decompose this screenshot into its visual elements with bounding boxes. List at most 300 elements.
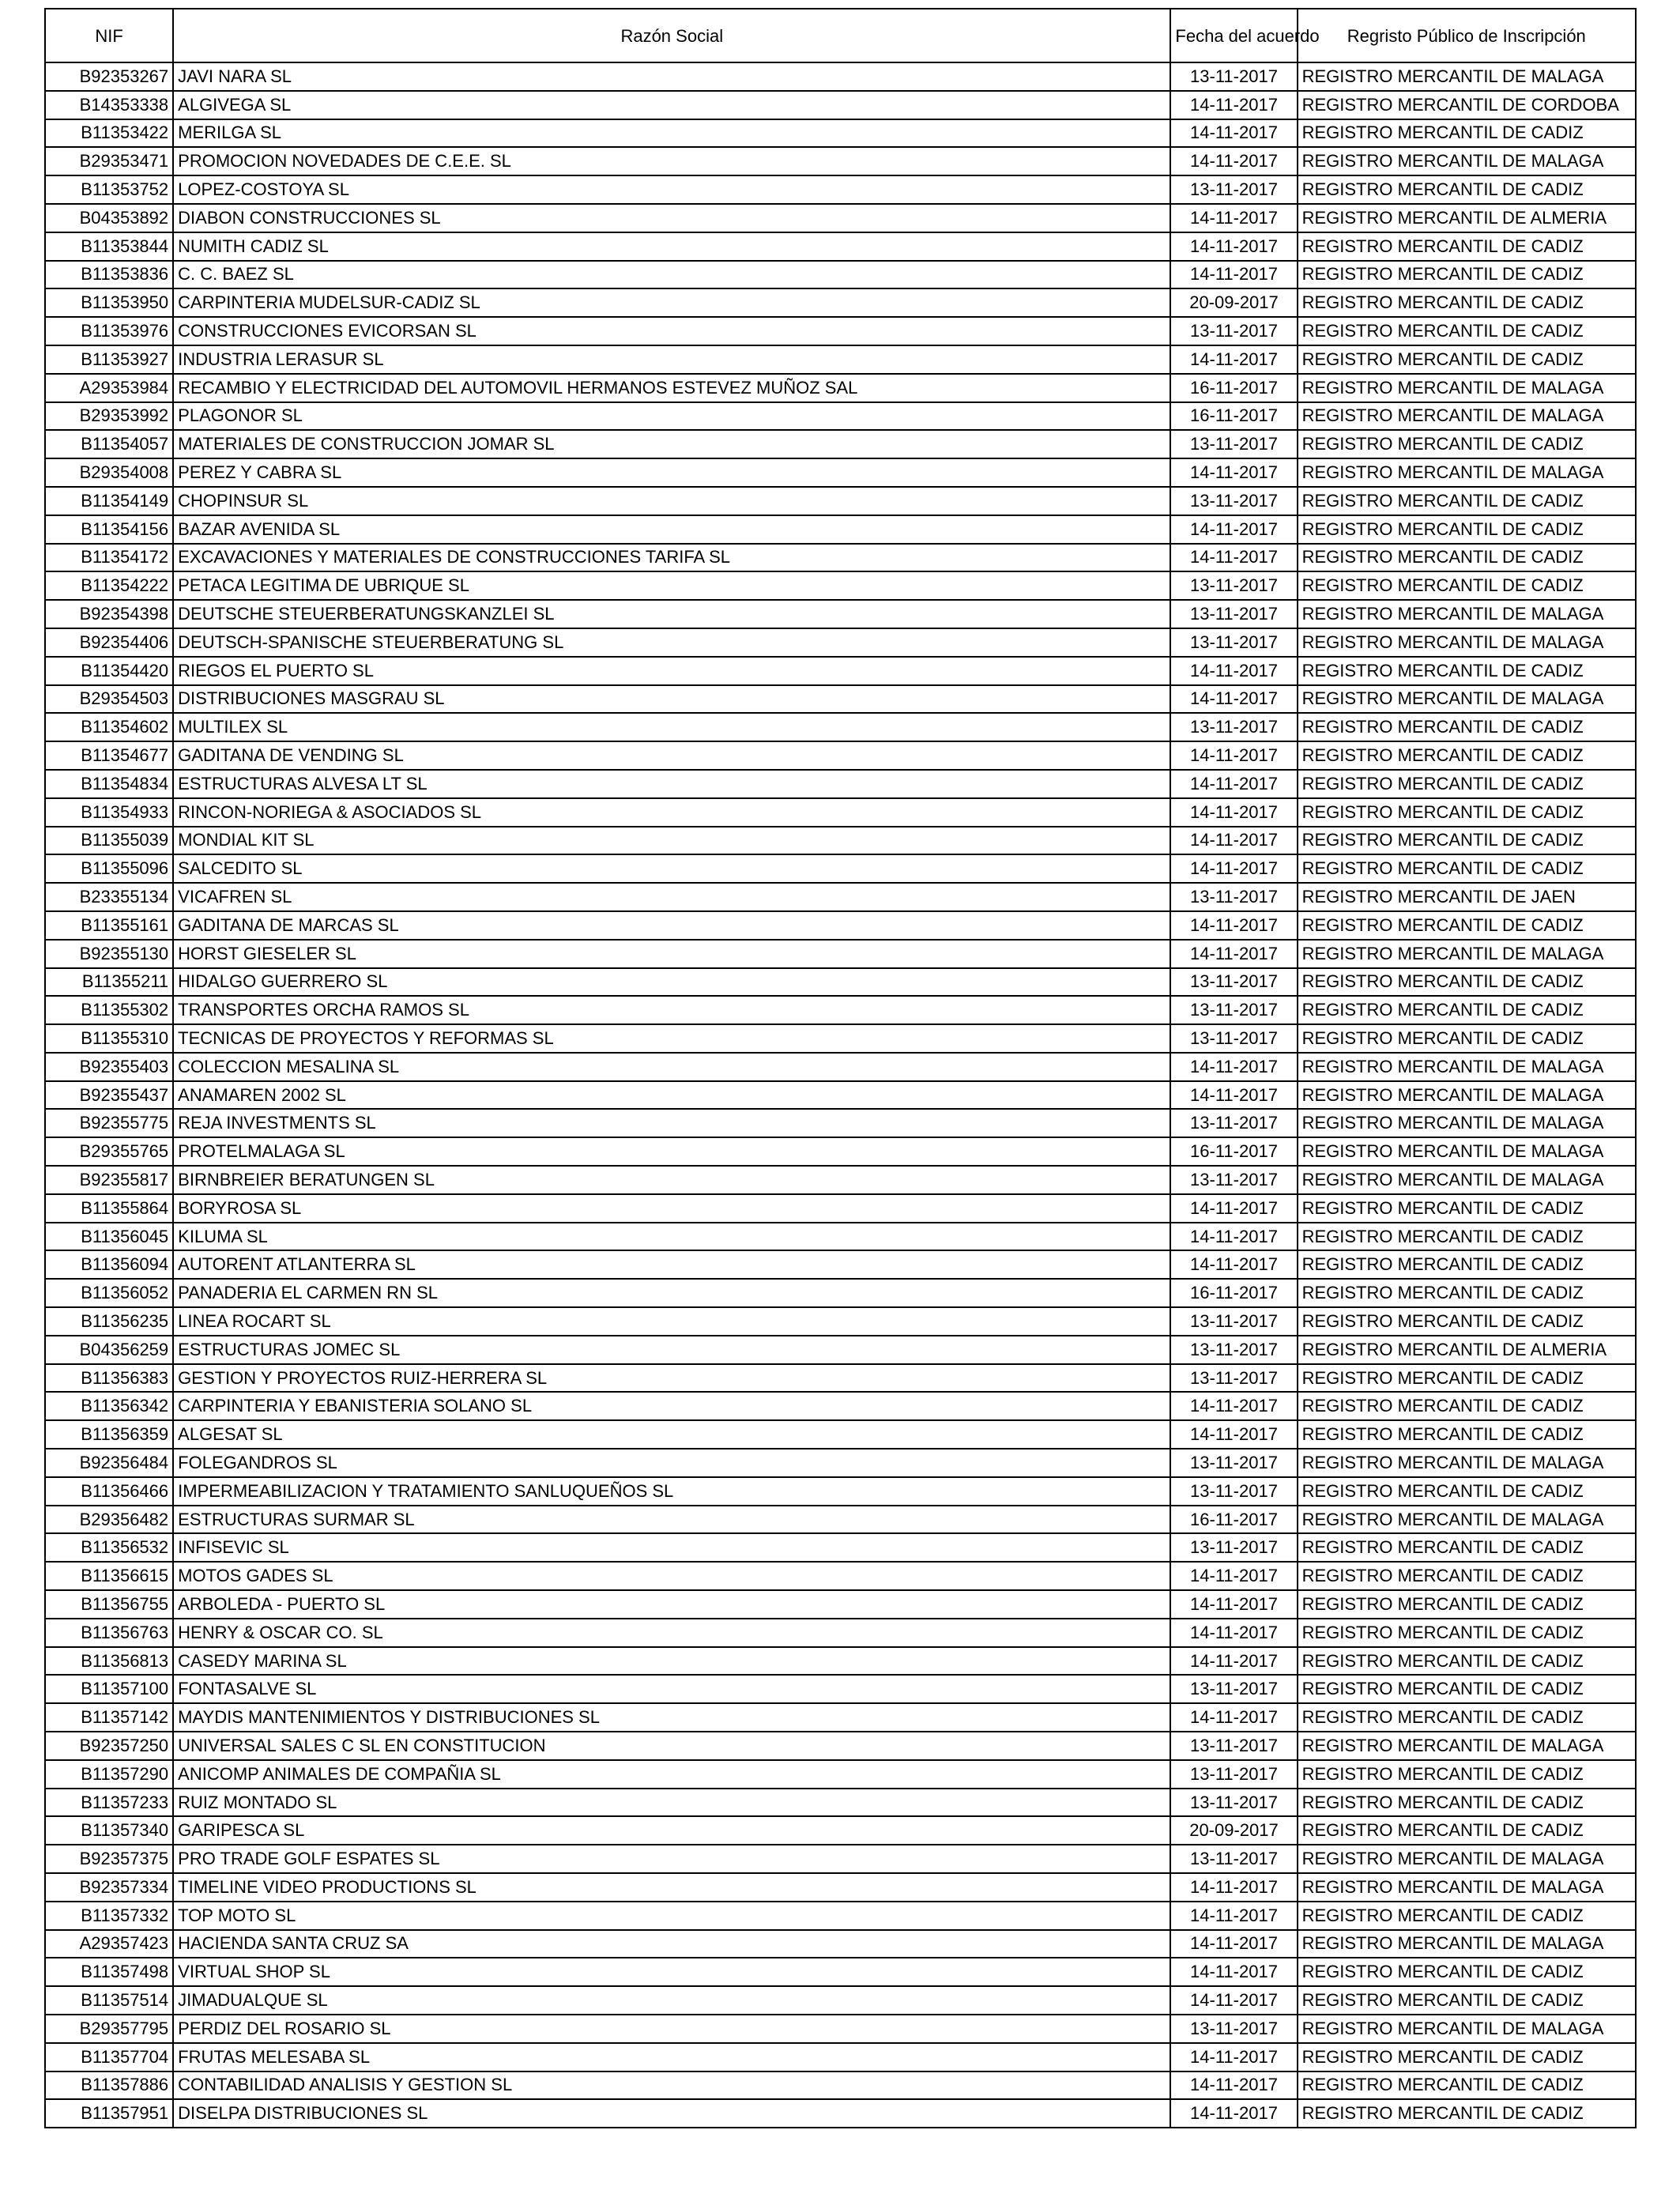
- cell-fecha-acuerdo: 14-11-2017: [1170, 1562, 1297, 1590]
- table-row: [45, 1562, 1636, 1590]
- cell-nif: B11354222: [45, 571, 173, 600]
- cell-nif: B11357514: [45, 1986, 173, 2015]
- cell-nif: B11356763: [45, 1619, 173, 1647]
- cell-fecha-acuerdo: 13-11-2017: [1170, 175, 1297, 204]
- table-row: [45, 968, 1636, 997]
- cell-fecha-acuerdo: 13-11-2017: [1170, 996, 1297, 1024]
- cell-fecha-acuerdo: 20-09-2017: [1170, 1816, 1297, 1845]
- cell-nif: B92357250: [45, 1732, 173, 1760]
- cell-nif: B11354602: [45, 713, 173, 741]
- table-header-row: [45, 9, 1636, 62]
- cell-razon-social: CHOPINSUR SL: [173, 487, 1170, 515]
- cell-fecha-acuerdo: 14-11-2017: [1170, 2099, 1297, 2128]
- cell-fecha-acuerdo: 14-11-2017: [1170, 685, 1297, 714]
- table-row: [45, 544, 1636, 572]
- cell-razon-social: BORYROSA SL: [173, 1194, 1170, 1223]
- cell-registro: REGISTRO MERCANTIL DE CADIZ: [1298, 1364, 1636, 1393]
- cell-nif: B92356484: [45, 1449, 173, 1477]
- cell-fecha-acuerdo: 16-11-2017: [1170, 374, 1297, 402]
- cell-registro: REGISTRO MERCANTIL DE CADIZ: [1298, 1562, 1636, 1590]
- cell-nif: B29356482: [45, 1506, 173, 1534]
- cell-razon-social: JIMADUALQUE SL: [173, 1986, 1170, 2015]
- header-fecha-acuerdo: Fecha del acuerdo: [1170, 9, 1297, 62]
- cell-razon-social: GADITANA DE MARCAS SL: [173, 911, 1170, 940]
- cell-registro: REGISTRO MERCANTIL DE CADIZ: [1298, 1477, 1636, 1506]
- cell-nif: B29353471: [45, 147, 173, 175]
- cell-fecha-acuerdo: 16-11-2017: [1170, 402, 1297, 431]
- cell-registro: REGISTRO MERCANTIL DE CADIZ: [1298, 175, 1636, 204]
- cell-nif: B11357951: [45, 2099, 173, 2128]
- cell-fecha-acuerdo: 13-11-2017: [1170, 1336, 1297, 1364]
- table-row: [45, 2043, 1636, 2071]
- cell-registro: REGISTRO MERCANTIL DE CADIZ: [1298, 2071, 1636, 2100]
- table-row: [45, 1816, 1636, 1845]
- cell-fecha-acuerdo: 13-11-2017: [1170, 1307, 1297, 1336]
- table-row: [45, 1789, 1636, 1817]
- cell-razon-social: GESTION Y PROYECTOS RUIZ-HERRERA SL: [173, 1364, 1170, 1393]
- cell-razon-social: CASEDY MARINA SL: [173, 1647, 1170, 1676]
- cell-fecha-acuerdo: 13-11-2017: [1170, 713, 1297, 741]
- cell-razon-social: MULTILEX SL: [173, 713, 1170, 741]
- table-row: [45, 1364, 1636, 1393]
- cell-razon-social: RUIZ MONTADO SL: [173, 1789, 1170, 1817]
- table-row: [45, 175, 1636, 204]
- cell-registro: REGISTRO MERCANTIL DE CADIZ: [1298, 1223, 1636, 1251]
- cell-nif: B11353976: [45, 317, 173, 345]
- cell-razon-social: HORST GIESELER SL: [173, 940, 1170, 968]
- cell-nif: B04353892: [45, 204, 173, 232]
- cell-nif: B11354933: [45, 798, 173, 827]
- cell-razon-social: VICAFREN SL: [173, 883, 1170, 911]
- cell-razon-social: NUMITH CADIZ SL: [173, 232, 1170, 261]
- cell-razon-social: FRUTAS MELESABA SL: [173, 2043, 1170, 2071]
- cell-nif: B11356359: [45, 1420, 173, 1449]
- cell-razon-social: MATERIALES DE CONSTRUCCION JOMAR SL: [173, 430, 1170, 458]
- cell-fecha-acuerdo: 14-11-2017: [1170, 911, 1297, 940]
- cell-nif: B11355211: [45, 968, 173, 997]
- table-row: [45, 1420, 1636, 1449]
- cell-nif: B11353422: [45, 119, 173, 148]
- cell-nif: B11356383: [45, 1364, 173, 1393]
- cell-registro: REGISTRO MERCANTIL DE CADIZ: [1298, 854, 1636, 883]
- cell-fecha-acuerdo: 14-11-2017: [1170, 741, 1297, 770]
- cell-fecha-acuerdo: 13-11-2017: [1170, 600, 1297, 628]
- cell-registro: REGISTRO MERCANTIL DE MALAGA: [1298, 1109, 1636, 1137]
- cell-nif: B11357332: [45, 1902, 173, 1930]
- cell-fecha-acuerdo: 14-11-2017: [1170, 940, 1297, 968]
- cell-razon-social: FOLEGANDROS SL: [173, 1449, 1170, 1477]
- cell-fecha-acuerdo: 14-11-2017: [1170, 2071, 1297, 2100]
- cell-fecha-acuerdo: 13-11-2017: [1170, 1675, 1297, 1703]
- cell-razon-social: LOPEZ-COSTOYA SL: [173, 175, 1170, 204]
- cell-fecha-acuerdo: 13-11-2017: [1170, 1760, 1297, 1789]
- cell-razon-social: BIRNBREIER BERATUNGEN SL: [173, 1166, 1170, 1194]
- cell-razon-social: ANICOMP ANIMALES DE COMPAÑIA SL: [173, 1760, 1170, 1789]
- cell-razon-social: ANAMAREN 2002 SL: [173, 1081, 1170, 1110]
- registry-table: [44, 8, 1637, 2128]
- table-row: [45, 515, 1636, 544]
- table-row: [45, 600, 1636, 628]
- cell-registro: REGISTRO MERCANTIL DE MALAGA: [1298, 458, 1636, 487]
- cell-registro: REGISTRO MERCANTIL DE CADIZ: [1298, 770, 1636, 798]
- cell-nif: B92355403: [45, 1053, 173, 1081]
- cell-registro: REGISTRO MERCANTIL DE CADIZ: [1298, 798, 1636, 827]
- cell-registro: REGISTRO MERCANTIL DE CADIZ: [1298, 430, 1636, 458]
- cell-registro: REGISTRO MERCANTIL DE MALAGA: [1298, 147, 1636, 175]
- cell-fecha-acuerdo: 14-11-2017: [1170, 1873, 1297, 1902]
- cell-registro: REGISTRO MERCANTIL DE CADIZ: [1298, 1194, 1636, 1223]
- table-row: [45, 1166, 1636, 1194]
- cell-registro: REGISTRO MERCANTIL DE CADIZ: [1298, 1902, 1636, 1930]
- table-row: [45, 1760, 1636, 1789]
- table-row: [45, 1477, 1636, 1506]
- cell-fecha-acuerdo: 14-11-2017: [1170, 1053, 1297, 1081]
- cell-razon-social: ESTRUCTURAS JOMEC SL: [173, 1336, 1170, 1364]
- cell-registro: REGISTRO MERCANTIL DE CADIZ: [1298, 657, 1636, 685]
- cell-registro: REGISTRO MERCANTIL DE CADIZ: [1298, 1279, 1636, 1307]
- cell-fecha-acuerdo: 14-11-2017: [1170, 1902, 1297, 1930]
- cell-nif: B11353836: [45, 261, 173, 289]
- cell-fecha-acuerdo: 14-11-2017: [1170, 827, 1297, 855]
- cell-fecha-acuerdo: 14-11-2017: [1170, 261, 1297, 289]
- cell-fecha-acuerdo: 13-11-2017: [1170, 1109, 1297, 1137]
- header-nif: NIF: [45, 9, 173, 62]
- cell-razon-social: IMPERMEABILIZACION Y TRATAMIENTO SANLUQUEÑOS SL: [173, 1477, 1170, 1506]
- cell-registro: REGISTRO MERCANTIL DE MALAGA: [1298, 62, 1636, 91]
- cell-razon-social: MOTOS GADES SL: [173, 1562, 1170, 1590]
- table-body: [45, 62, 1636, 2128]
- cell-razon-social: ESTRUCTURAS SURMAR SL: [173, 1506, 1170, 1534]
- table-row: [45, 911, 1636, 940]
- cell-razon-social: TOP MOTO SL: [173, 1902, 1170, 1930]
- table-row: [45, 657, 1636, 685]
- cell-fecha-acuerdo: 14-11-2017: [1170, 1986, 1297, 2015]
- table-row: [45, 1307, 1636, 1336]
- cell-registro: REGISTRO MERCANTIL DE MALAGA: [1298, 940, 1636, 968]
- table-row: [45, 1336, 1636, 1364]
- cell-registro: REGISTRO MERCANTIL DE CADIZ: [1298, 119, 1636, 148]
- cell-razon-social: CONSTRUCCIONES EVICORSAN SL: [173, 317, 1170, 345]
- cell-registro: REGISTRO MERCANTIL DE MALAGA: [1298, 1845, 1636, 1873]
- table-row: [45, 1279, 1636, 1307]
- cell-fecha-acuerdo: 13-11-2017: [1170, 968, 1297, 997]
- table-row: [45, 1506, 1636, 1534]
- cell-registro: REGISTRO MERCANTIL DE CADIZ: [1298, 1619, 1636, 1647]
- cell-razon-social: PLAGONOR SL: [173, 402, 1170, 431]
- cell-razon-social: TECNICAS DE PROYECTOS Y REFORMAS SL: [173, 1024, 1170, 1053]
- cell-nif: B11356532: [45, 1533, 173, 1562]
- cell-nif: B11357290: [45, 1760, 173, 1789]
- table-row: [45, 317, 1636, 345]
- cell-fecha-acuerdo: 14-11-2017: [1170, 515, 1297, 544]
- cell-nif: B11356052: [45, 1279, 173, 1307]
- cell-razon-social: ALGESAT SL: [173, 1420, 1170, 1449]
- cell-registro: REGISTRO MERCANTIL DE CADIZ: [1298, 515, 1636, 544]
- cell-nif: B92355775: [45, 1109, 173, 1137]
- cell-fecha-acuerdo: 13-11-2017: [1170, 883, 1297, 911]
- table-row: [45, 402, 1636, 431]
- cell-nif: B11353927: [45, 345, 173, 374]
- cell-nif: B11356045: [45, 1223, 173, 1251]
- table-row: [45, 854, 1636, 883]
- cell-registro: REGISTRO MERCANTIL DE CADIZ: [1298, 487, 1636, 515]
- cell-fecha-acuerdo: 14-11-2017: [1170, 544, 1297, 572]
- table-row: [45, 1137, 1636, 1166]
- cell-razon-social: ALGIVEGA SL: [173, 91, 1170, 119]
- cell-fecha-acuerdo: 14-11-2017: [1170, 657, 1297, 685]
- cell-razon-social: C. C. BAEZ SL: [173, 261, 1170, 289]
- table-row: [45, 1109, 1636, 1137]
- table-row: [45, 798, 1636, 827]
- cell-razon-social: ESTRUCTURAS ALVESA LT SL: [173, 770, 1170, 798]
- table-row: [45, 2015, 1636, 2043]
- table-row: [45, 685, 1636, 714]
- cell-nif: B92355817: [45, 1166, 173, 1194]
- cell-fecha-acuerdo: 14-11-2017: [1170, 204, 1297, 232]
- cell-fecha-acuerdo: 13-11-2017: [1170, 317, 1297, 345]
- cell-razon-social: PETACA LEGITIMA DE UBRIQUE SL: [173, 571, 1170, 600]
- table-row: [45, 1250, 1636, 1279]
- cell-fecha-acuerdo: 13-11-2017: [1170, 628, 1297, 657]
- cell-nif: B11355310: [45, 1024, 173, 1053]
- cell-nif: B11353752: [45, 175, 173, 204]
- cell-fecha-acuerdo: 13-11-2017: [1170, 1166, 1297, 1194]
- cell-registro: REGISTRO MERCANTIL DE CADIZ: [1298, 911, 1636, 940]
- cell-nif: B11355039: [45, 827, 173, 855]
- cell-fecha-acuerdo: 16-11-2017: [1170, 1279, 1297, 1307]
- cell-registro: REGISTRO MERCANTIL DE ALMERIA: [1298, 1336, 1636, 1364]
- cell-razon-social: DEUTSCH-SPANISCHE STEUERBERATUNG SL: [173, 628, 1170, 657]
- cell-fecha-acuerdo: 14-11-2017: [1170, 1930, 1297, 1958]
- cell-razon-social: EXCAVACIONES Y MATERIALES DE CONSTRUCCIONES TARIFA SL: [173, 544, 1170, 572]
- cell-razon-social: RIEGOS EL PUERTO SL: [173, 657, 1170, 685]
- cell-razon-social: BAZAR AVENIDA SL: [173, 515, 1170, 544]
- table-row: [45, 770, 1636, 798]
- table-row: [45, 1958, 1636, 1986]
- cell-razon-social: MERILGA SL: [173, 119, 1170, 148]
- cell-fecha-acuerdo: 14-11-2017: [1170, 232, 1297, 261]
- table-row: [45, 827, 1636, 855]
- cell-registro: REGISTRO MERCANTIL DE JAEN: [1298, 883, 1636, 911]
- cell-fecha-acuerdo: 20-09-2017: [1170, 288, 1297, 317]
- table-row: [45, 2099, 1636, 2128]
- cell-nif: B11357340: [45, 1816, 173, 1845]
- cell-razon-social: RINCON-NORIEGA & ASOCIADOS SL: [173, 798, 1170, 827]
- cell-razon-social: DISTRIBUCIONES MASGRAU SL: [173, 685, 1170, 714]
- cell-razon-social: PROMOCION NOVEDADES DE C.E.E. SL: [173, 147, 1170, 175]
- cell-razon-social: DIABON CONSTRUCCIONES SL: [173, 204, 1170, 232]
- table-row: [45, 1223, 1636, 1251]
- cell-fecha-acuerdo: 13-11-2017: [1170, 1024, 1297, 1053]
- cell-fecha-acuerdo: 13-11-2017: [1170, 62, 1297, 91]
- table-row: [45, 1194, 1636, 1223]
- cell-fecha-acuerdo: 16-11-2017: [1170, 1506, 1297, 1534]
- cell-nif: B11356466: [45, 1477, 173, 1506]
- cell-registro: REGISTRO MERCANTIL DE CADIZ: [1298, 1024, 1636, 1053]
- cell-fecha-acuerdo: 14-11-2017: [1170, 854, 1297, 883]
- cell-nif: B11354156: [45, 515, 173, 544]
- cell-nif: B11357498: [45, 1958, 173, 1986]
- cell-fecha-acuerdo: 14-11-2017: [1170, 1647, 1297, 1676]
- cell-razon-social: PRO TRADE GOLF ESPATES SL: [173, 1845, 1170, 1873]
- cell-fecha-acuerdo: 13-11-2017: [1170, 1449, 1297, 1477]
- cell-fecha-acuerdo: 13-11-2017: [1170, 571, 1297, 600]
- cell-registro: REGISTRO MERCANTIL DE CADIZ: [1298, 1760, 1636, 1789]
- cell-registro: REGISTRO MERCANTIL DE ALMERIA: [1298, 204, 1636, 232]
- cell-registro: REGISTRO MERCANTIL DE CADIZ: [1298, 261, 1636, 289]
- cell-razon-social: PANADERIA EL CARMEN RN SL: [173, 1279, 1170, 1307]
- cell-fecha-acuerdo: 13-11-2017: [1170, 2015, 1297, 2043]
- cell-razon-social: PERDIZ DEL ROSARIO SL: [173, 2015, 1170, 2043]
- cell-fecha-acuerdo: 14-11-2017: [1170, 1194, 1297, 1223]
- cell-registro: REGISTRO MERCANTIL DE MALAGA: [1298, 600, 1636, 628]
- cell-razon-social: REJA INVESTMENTS SL: [173, 1109, 1170, 1137]
- cell-registro: REGISTRO MERCANTIL DE CORDOBA: [1298, 91, 1636, 119]
- cell-nif: B29353992: [45, 402, 173, 431]
- table-row: [45, 1703, 1636, 1732]
- cell-registro: REGISTRO MERCANTIL DE CADIZ: [1298, 1420, 1636, 1449]
- table-row: [45, 1449, 1636, 1477]
- cell-fecha-acuerdo: 13-11-2017: [1170, 430, 1297, 458]
- cell-razon-social: ARBOLEDA - PUERTO SL: [173, 1590, 1170, 1619]
- cell-registro: REGISTRO MERCANTIL DE MALAGA: [1298, 1137, 1636, 1166]
- table-row: [45, 883, 1636, 911]
- cell-nif: B11356342: [45, 1392, 173, 1420]
- cell-fecha-acuerdo: 14-11-2017: [1170, 1223, 1297, 1251]
- cell-registro: REGISTRO MERCANTIL DE MALAGA: [1298, 402, 1636, 431]
- cell-registro: REGISTRO MERCANTIL DE CADIZ: [1298, 996, 1636, 1024]
- cell-nif: B14353338: [45, 91, 173, 119]
- cell-nif: B23355134: [45, 883, 173, 911]
- cell-nif: B11356615: [45, 1562, 173, 1590]
- table-row: [45, 2071, 1636, 2100]
- table-row: [45, 119, 1636, 148]
- table-row: [45, 1647, 1636, 1676]
- cell-fecha-acuerdo: 14-11-2017: [1170, 798, 1297, 827]
- cell-nif: B92357334: [45, 1873, 173, 1902]
- cell-nif: B11357704: [45, 2043, 173, 2071]
- cell-nif: B11355302: [45, 996, 173, 1024]
- table-row: [45, 487, 1636, 515]
- cell-registro: REGISTRO MERCANTIL DE MALAGA: [1298, 1053, 1636, 1081]
- cell-registro: REGISTRO MERCANTIL DE CADIZ: [1298, 1250, 1636, 1279]
- cell-registro: REGISTRO MERCANTIL DE MALAGA: [1298, 1873, 1636, 1902]
- table-row: [45, 147, 1636, 175]
- cell-nif: A29357423: [45, 1930, 173, 1958]
- table-row: [45, 1675, 1636, 1703]
- cell-nif: B29354503: [45, 685, 173, 714]
- cell-razon-social: AUTORENT ATLANTERRA SL: [173, 1250, 1170, 1279]
- cell-nif: B11354420: [45, 657, 173, 685]
- cell-registro: REGISTRO MERCANTIL DE MALAGA: [1298, 1449, 1636, 1477]
- cell-razon-social: UNIVERSAL SALES C SL EN CONSTITUCION: [173, 1732, 1170, 1760]
- cell-registro: REGISTRO MERCANTIL DE CADIZ: [1298, 1703, 1636, 1732]
- table-row: [45, 91, 1636, 119]
- table-row: [45, 741, 1636, 770]
- cell-nif: B29355765: [45, 1137, 173, 1166]
- cell-fecha-acuerdo: 14-11-2017: [1170, 1619, 1297, 1647]
- cell-registro: REGISTRO MERCANTIL DE MALAGA: [1298, 1732, 1636, 1760]
- cell-razon-social: CARPINTERIA Y EBANISTERIA SOLANO SL: [173, 1392, 1170, 1420]
- cell-registro: REGISTRO MERCANTIL DE CADIZ: [1298, 1307, 1636, 1336]
- cell-registro: REGISTRO MERCANTIL DE CADIZ: [1298, 571, 1636, 600]
- table-row: [45, 204, 1636, 232]
- header-registro: Regristo Público de Inscripción: [1298, 9, 1636, 62]
- cell-razon-social: GADITANA DE VENDING SL: [173, 741, 1170, 770]
- table-row: [45, 345, 1636, 374]
- cell-nif: B11355864: [45, 1194, 173, 1223]
- cell-registro: REGISTRO MERCANTIL DE CADIZ: [1298, 713, 1636, 741]
- cell-nif: B11354834: [45, 770, 173, 798]
- table-row: [45, 628, 1636, 657]
- cell-nif: B11353950: [45, 288, 173, 317]
- cell-nif: B92355130: [45, 940, 173, 968]
- cell-registro: REGISTRO MERCANTIL DE CADIZ: [1298, 1533, 1636, 1562]
- cell-fecha-acuerdo: 13-11-2017: [1170, 1364, 1297, 1393]
- cell-razon-social: PROTELMALAGA SL: [173, 1137, 1170, 1166]
- cell-registro: REGISTRO MERCANTIL DE CADIZ: [1298, 1958, 1636, 1986]
- cell-razon-social: KILUMA SL: [173, 1223, 1170, 1251]
- cell-fecha-acuerdo: 14-11-2017: [1170, 1081, 1297, 1110]
- cell-nif: B11354677: [45, 741, 173, 770]
- table-row: [45, 940, 1636, 968]
- cell-fecha-acuerdo: 14-11-2017: [1170, 1420, 1297, 1449]
- cell-registro: REGISTRO MERCANTIL DE CADIZ: [1298, 2099, 1636, 2128]
- table-row: [45, 1024, 1636, 1053]
- cell-registro: REGISTRO MERCANTIL DE CADIZ: [1298, 345, 1636, 374]
- cell-registro: REGISTRO MERCANTIL DE CADIZ: [1298, 288, 1636, 317]
- cell-nif: B11354172: [45, 544, 173, 572]
- header-razon-social: Razón Social: [173, 9, 1170, 62]
- cell-registro: REGISTRO MERCANTIL DE MALAGA: [1298, 1081, 1636, 1110]
- cell-razon-social: LINEA ROCART SL: [173, 1307, 1170, 1336]
- cell-nif: B11356094: [45, 1250, 173, 1279]
- table-row: [45, 1930, 1636, 1958]
- table-row: [45, 1590, 1636, 1619]
- table-row: [45, 261, 1636, 289]
- table-row: [45, 1902, 1636, 1930]
- cell-razon-social: PEREZ Y CABRA SL: [173, 458, 1170, 487]
- cell-razon-social: CONTABILIDAD ANALISIS Y GESTION SL: [173, 2071, 1170, 2100]
- table-row: [45, 430, 1636, 458]
- cell-registro: REGISTRO MERCANTIL DE CADIZ: [1298, 827, 1636, 855]
- cell-registro: REGISTRO MERCANTIL DE CADIZ: [1298, 1986, 1636, 2015]
- table-row: [45, 458, 1636, 487]
- cell-fecha-acuerdo: 14-11-2017: [1170, 1958, 1297, 1986]
- cell-fecha-acuerdo: 13-11-2017: [1170, 1477, 1297, 1506]
- cell-razon-social: GARIPESCA SL: [173, 1816, 1170, 1845]
- cell-registro: REGISTRO MERCANTIL DE MALAGA: [1298, 1930, 1636, 1958]
- cell-nif: A29353984: [45, 374, 173, 402]
- table-row: [45, 1081, 1636, 1110]
- cell-registro: REGISTRO MERCANTIL DE CADIZ: [1298, 1675, 1636, 1703]
- cell-fecha-acuerdo: 14-11-2017: [1170, 2043, 1297, 2071]
- cell-razon-social: SALCEDITO SL: [173, 854, 1170, 883]
- cell-razon-social: MAYDIS MANTENIMIENTOS Y DISTRIBUCIONES SL: [173, 1703, 1170, 1732]
- table-row: [45, 374, 1636, 402]
- cell-registro: REGISTRO MERCANTIL DE MALAGA: [1298, 685, 1636, 714]
- cell-fecha-acuerdo: 14-11-2017: [1170, 1590, 1297, 1619]
- cell-registro: REGISTRO MERCANTIL DE CADIZ: [1298, 232, 1636, 261]
- cell-fecha-acuerdo: 13-11-2017: [1170, 1789, 1297, 1817]
- cell-fecha-acuerdo: 14-11-2017: [1170, 1703, 1297, 1732]
- cell-registro: REGISTRO MERCANTIL DE CADIZ: [1298, 968, 1636, 997]
- cell-registro: REGISTRO MERCANTIL DE MALAGA: [1298, 1166, 1636, 1194]
- cell-nif: B11357886: [45, 2071, 173, 2100]
- cell-fecha-acuerdo: 13-11-2017: [1170, 1732, 1297, 1760]
- cell-registro: REGISTRO MERCANTIL DE CADIZ: [1298, 1789, 1636, 1817]
- table-row: [45, 232, 1636, 261]
